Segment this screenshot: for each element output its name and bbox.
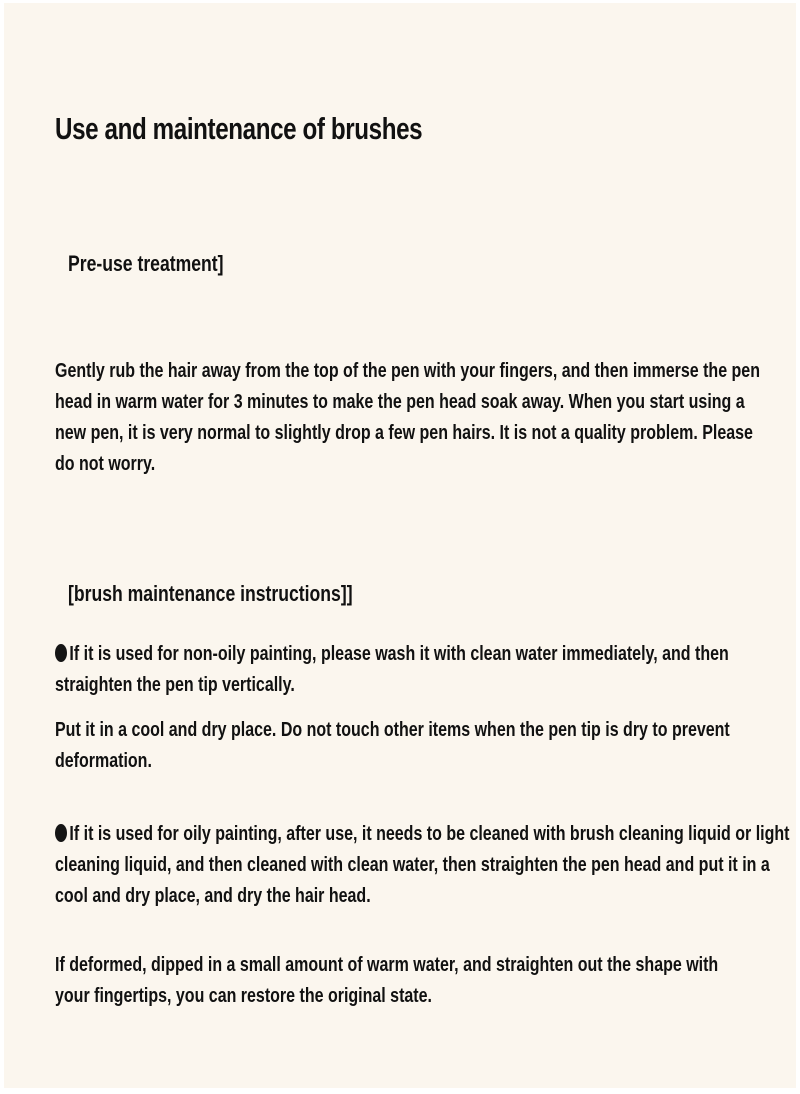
section-heading-pre-use: Pre-use treatment] [68, 251, 224, 276]
bullet-icon [55, 824, 67, 842]
maintenance-item-non-oily [55, 639, 755, 701]
maintenance-text-non-oily: If it is used for non-oily painting, please wash it with clean water immediately, and then straighten the pen tip vertically. [55, 643, 729, 696]
section-heading-maintenance: [brush maintenance instructions]] [68, 581, 353, 606]
document-page [4, 3, 796, 1088]
bullet-icon [55, 644, 67, 662]
pre-use-paragraph: Gently rub the hair away from the top of the pen with your fingers, and then immerse the pen head in warm water for 3 minutes to make the pen head soak away. When you start using a new pen, it is very normal to slightly drop a few pen hairs. It is not a quality problem. Please do not worry. [55, 360, 760, 475]
maintenance-text-oily: If it is used for oily painting, after use, it needs to be cleaned with brush cleaning liquid or light cleaning liquid, and then cleaned with clean water, then straighten the pen head and put it in a cool and dry place, and dry the hair head. [55, 823, 790, 907]
maintenance-item-oily [55, 819, 795, 912]
maintenance-paragraph-deformed: If deformed, dipped in a small amount of warm water, and straighten out the shape with your fingertips, you can restore the original state. [55, 954, 719, 1007]
maintenance-paragraph-storage: Put it in a cool and dry place. Do not touch other items when the pen tip is dry to prevent deformation. [55, 719, 730, 772]
page-title: Use and maintenance of brushes [55, 111, 423, 146]
